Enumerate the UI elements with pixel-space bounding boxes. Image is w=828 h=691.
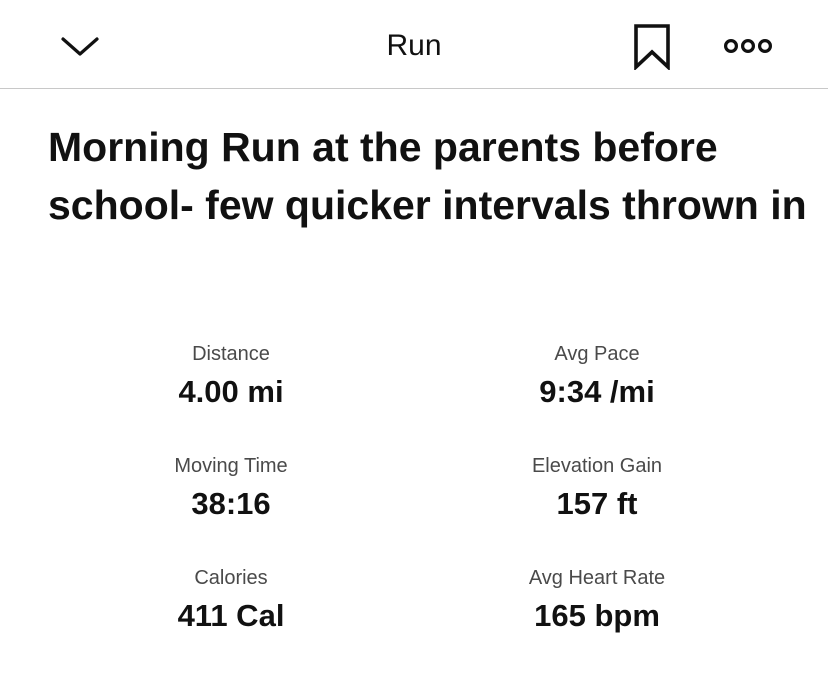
stat-value: 9:34 /mi [539,374,655,409]
stat-moving-time [48,448,414,560]
stat-calories [48,560,414,672]
bookmark-icon [632,24,672,70]
back-button[interactable] [56,26,104,66]
top-bar [0,0,828,89]
stat-label: Avg Heart Rate [528,567,666,589]
stat-value: 411 Cal [177,598,285,633]
stat-value: 4.00 mi [178,374,284,409]
stat-label: Calories [194,567,268,589]
stat-label: Distance [192,343,270,365]
stat-avg-pace [414,336,780,448]
more-options-button[interactable] [720,26,776,66]
more-icon [723,36,773,56]
stat-label: Moving Time [174,455,288,477]
page-title: Run [386,29,442,62]
stat-value: 38:16 [191,486,271,521]
bookmark-button[interactable] [628,22,676,72]
stats-grid [48,336,780,672]
stat-avg-heart-rate [414,560,780,672]
stat-label: Avg Pace [554,343,640,365]
stat-value: 157 ft [556,486,638,521]
stat-value: 165 bpm [534,598,660,633]
stat-distance [48,336,414,448]
chevron-down-icon [60,34,100,58]
stat-label: Elevation Gain [531,455,663,477]
activity-title: Morning Run at the parents before school- few quicker intervals thrown in [48,124,807,228]
stat-elevation-gain [414,448,780,560]
